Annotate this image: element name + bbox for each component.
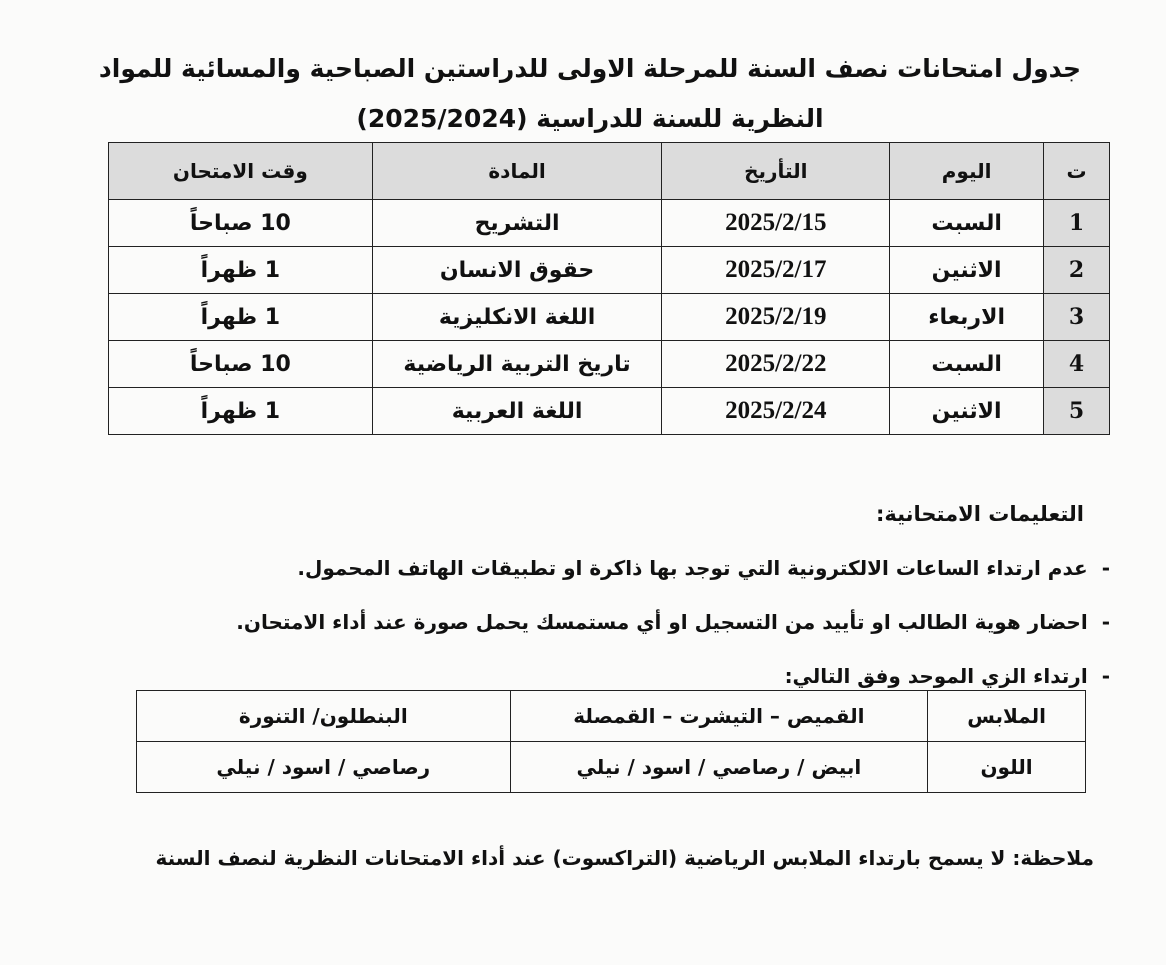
- table-row: [109, 388, 1110, 435]
- dress-bottoms: البنطلون/ التنورة: [137, 691, 511, 742]
- row-day: السبت: [890, 200, 1044, 247]
- row-date: 2025/2/19: [662, 294, 890, 341]
- row-number: 5: [1044, 388, 1110, 435]
- dress-label-color: اللون: [928, 742, 1086, 793]
- table-row: [109, 200, 1110, 247]
- row-time: 10 صباحاً: [109, 341, 373, 388]
- list-item: [50, 602, 1110, 656]
- row-day: الاربعاء: [890, 294, 1044, 341]
- row-day: الاثنين: [890, 247, 1044, 294]
- list-bullet: -: [1101, 556, 1110, 580]
- list-bullet: -: [1101, 610, 1110, 634]
- page-title: جدول امتحانات نصف السنة للمرحلة الاولى للدراستين الصباحية والمسائية للمواد النظرية للسنة للدراسية (2025/2024): [98, 54, 1082, 133]
- header-date: التأريخ: [662, 143, 890, 200]
- row-date: 2025/2/24: [662, 388, 890, 435]
- row-day: الاثنين: [890, 388, 1044, 435]
- instruction-text: عدم ارتداء الساعات الالكترونية التي توجد بها ذاكرة او تطبيقات الهاتف المحمول.: [297, 556, 1088, 580]
- row-time: 1 ظهراً: [109, 388, 373, 435]
- header-subject: المادة: [372, 143, 662, 200]
- row-number: 2: [1044, 247, 1110, 294]
- dress-label-clothes: الملابس: [928, 691, 1086, 742]
- table-row: [109, 247, 1110, 294]
- list-item: [50, 548, 1110, 602]
- row-day: السبت: [890, 341, 1044, 388]
- header-time: وقت الامتحان: [109, 143, 373, 200]
- row-date: 2025/2/15: [662, 200, 890, 247]
- instruction-text: ارتداء الزي الموحد وفق التالي:: [784, 664, 1088, 688]
- dress-bottoms-colors: رصاصي / اسود / نيلي: [137, 742, 511, 793]
- dress-tops-colors: ابيض / رصاصي / اسود / نيلي: [510, 742, 928, 793]
- footer-note: ملاحظة: لا يسمح بارتداء الملابس الرياضية (التراكسوت) عند أداء الامتحانات النظرية لنصف السنة: [155, 846, 1094, 870]
- row-subject: تاريخ التربية الرياضية: [372, 341, 662, 388]
- row-subject: اللغة الانكليزية: [372, 294, 662, 341]
- row-subject: التشريح: [372, 200, 662, 247]
- instruction-text: احضار هوية الطالب او تأييد من التسجيل او أي مستمسك يحمل صورة عند أداء الامتحان.: [236, 610, 1088, 634]
- exam-schedule-table: [108, 142, 1110, 435]
- dress-code-table: [136, 690, 1086, 793]
- instructions-heading: التعليمات الامتحانية:: [875, 502, 1084, 526]
- table-row: [137, 742, 1086, 793]
- table-row: [137, 691, 1086, 742]
- table-row: [109, 341, 1110, 388]
- header-day: اليوم: [890, 143, 1044, 200]
- dress-tops: القميص – التيشرت – القمصلة: [510, 691, 928, 742]
- row-time: 1 ظهراً: [109, 247, 373, 294]
- header-number: ت: [1044, 143, 1110, 200]
- instructions-list: [50, 548, 1110, 710]
- row-time: 1 ظهراً: [109, 294, 373, 341]
- row-subject: حقوق الانسان: [372, 247, 662, 294]
- row-subject: اللغة العربية: [372, 388, 662, 435]
- list-bullet: -: [1101, 664, 1110, 688]
- row-number: 3: [1044, 294, 1110, 341]
- row-number: 4: [1044, 341, 1110, 388]
- row-date: 2025/2/22: [662, 341, 890, 388]
- row-number: 1: [1044, 200, 1110, 247]
- row-date: 2025/2/17: [662, 247, 890, 294]
- table-header-row: [109, 143, 1110, 200]
- row-time: 10 صباحاً: [109, 200, 373, 247]
- table-row: [109, 294, 1110, 341]
